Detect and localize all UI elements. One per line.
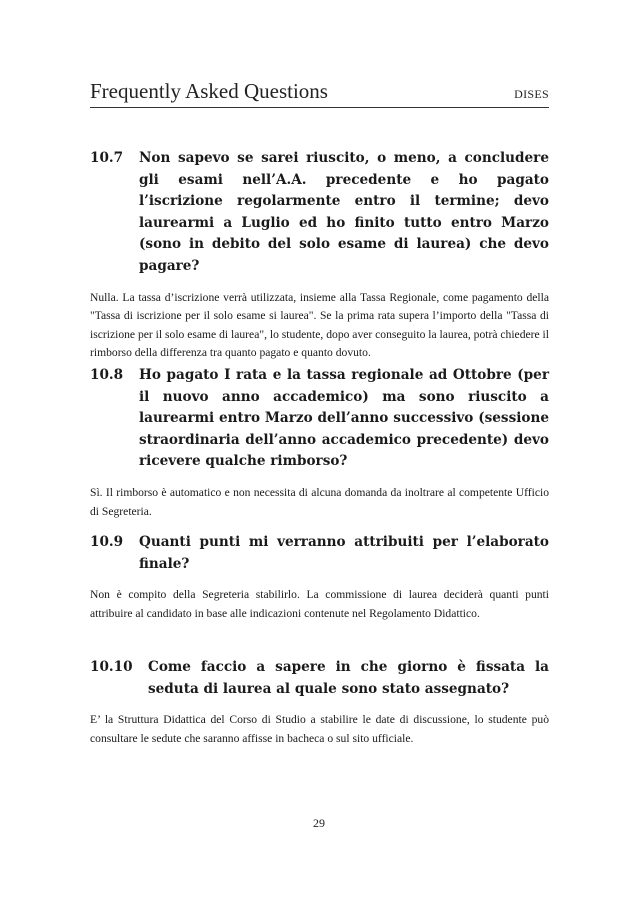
answer-text: Sì. Il rimborso è automatico e non necessita di alcuna domanda da inoltrare al competente Ufficio di Segreteria. (90, 485, 549, 518)
header-title: Frequently Asked Questions (90, 79, 328, 103)
question-heading (90, 657, 549, 700)
question-number: 10.8 (90, 367, 124, 383)
question-number: 10.7 (90, 150, 124, 166)
question-number: 10.9 (90, 534, 124, 550)
page-number: 29 (313, 816, 325, 830)
question-number: 10.10 (90, 659, 133, 675)
header-rule (90, 107, 549, 108)
answer-text: E’ la Struttura Didattica del Corso di Studio a stabilire le date di discussione, lo studente può consultare le sedute che saranno affisse in bacheca o sul sito ufficiale. (90, 713, 549, 745)
header-department: DISES (514, 87, 549, 101)
faq-item-10-8 (90, 365, 549, 533)
answer-text: Nulla. La tassa d’iscrizione verrà utilizzata, insieme alla Tassa Regionale, come pagamento della "Tassa di iscrizione per il solo esame si laurea". Se la prima rata supera l’importo della "Tassa di iscrizione per il solo esame di laurea", lo studente, dopo aver conseguito la laurea, potrà chiedere il rimborso della differenza tra quanto pagato e quanto dovuto. (90, 290, 549, 360)
running-header (90, 78, 549, 108)
question-text: Ho pagato I rata e la tassa regionale ad Ottobre (per il nuovo anno accademico) ma sono riuscito a laurearmi entro Marzo dell’anno successivo (sessione straordinaria dell’anno accademico precedente) devo ricevere qualche rimborso? (139, 367, 549, 470)
question-heading (90, 148, 549, 278)
question-text: Come faccio a sapere in che giorno è fissata la seduta di laurea al quale sono stato assegnato? (148, 659, 549, 697)
question-text: Non sapevo se sarei riuscito, o meno, a concludere gli esami nell’A.A. precedente e ho pagato l’iscrizione regolarmente entro il termine; devo laurearmi a Luglio ed ho finito tutto entro Marzo (sono in debito del solo esame di laurea) che devo pagare? (139, 150, 549, 274)
faq-item-10-10 (90, 657, 549, 760)
question-heading (90, 532, 549, 575)
question-text: Quanti punti mi verranno attribuiti per l’elaborato finale? (139, 534, 549, 572)
question-heading (90, 365, 549, 473)
answer-text: Non è compito della Segreteria stabilirlo. La commissione di laurea deciderà quanti punti attribuire al candidato in base alle indicazioni contenute nel Regolamento Didattico. (90, 588, 549, 620)
faq-item-10-9 (90, 532, 549, 635)
faq-item-10-7 (90, 148, 549, 375)
